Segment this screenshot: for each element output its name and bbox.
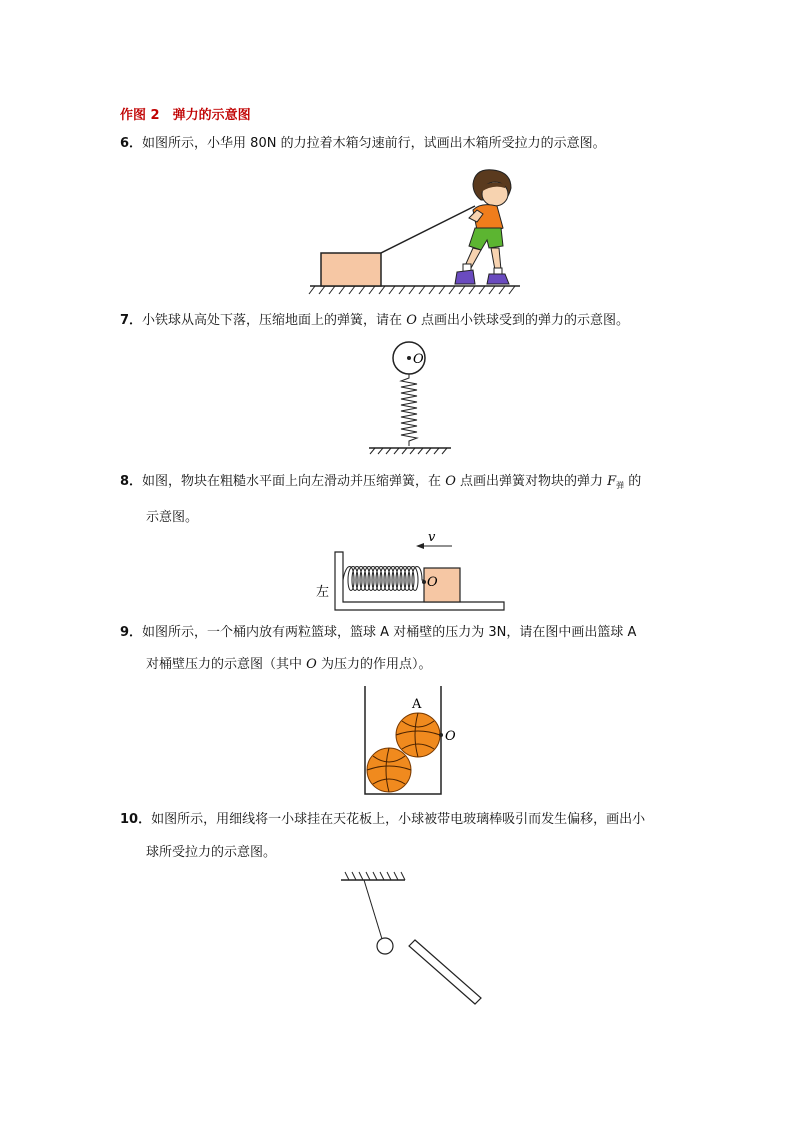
point-o-dot (439, 733, 443, 737)
question-text-mid: 点画出弹簧对物块的弹力 (455, 474, 608, 489)
figure-box-pulled-by-boy (305, 166, 530, 298)
force-subscript: 弹 (616, 481, 625, 490)
point-o-label: O (445, 729, 456, 744)
continuation-text-end: 为压力的作用点）。 (316, 657, 432, 672)
question-10-continuation: 球所受拉力的示意图。 (146, 845, 277, 860)
question-text: 如图，物块在粗糙水平面上向左滑动并压缩弹簧，在 (142, 474, 446, 489)
thread (364, 880, 382, 939)
question-8-continuation: 示意图。 (146, 510, 199, 525)
question-text: 如图所示，用细线将一小球挂在天花板上，小球被带电玻璃棒吸引而发生偏移，画出小 (151, 812, 646, 827)
question-text: 小铁球从高处下落，压缩地面上的弹簧，请在 (142, 313, 407, 328)
ball-a-label: A (412, 697, 422, 712)
question-text: 如图所示，小华用 80N 的力拉着木箱匀速前行，试画出木箱所受拉力的示意图。 (142, 136, 606, 151)
point-o-label: O (306, 657, 317, 672)
left-label: 左 (316, 585, 330, 600)
question-10 (120, 810, 645, 830)
question-9-continuation (146, 655, 431, 675)
continuation-text: 对桶壁压力的示意图（其中 (146, 657, 307, 672)
spring (343, 567, 424, 591)
wooden-box (321, 253, 381, 286)
question-8 (120, 472, 641, 496)
question-number: 9． (120, 625, 143, 640)
question-number: 6． (120, 136, 143, 151)
point-o-label: O (413, 352, 424, 367)
small-ball (377, 938, 393, 954)
point-o-dot (422, 580, 426, 584)
figure-basketballs-in-bucket (355, 684, 465, 798)
question-text: 如图所示，一个桶内放有两粒篮球，篮球 A 对桶壁的压力为 3N，请在图中画出篮球 A (142, 625, 637, 640)
question-7 (120, 311, 629, 331)
point-o-label: O (427, 575, 438, 590)
question-number: 10． (120, 812, 152, 827)
question-number: 8． (120, 474, 143, 489)
question-number: 7． (120, 313, 143, 328)
point-o-label: O (445, 474, 456, 489)
question-9 (120, 623, 636, 643)
figure-block-spring-wall (310, 530, 510, 615)
point-o-label: O (406, 313, 417, 328)
figure-ball-on-spring (365, 338, 465, 458)
question-6 (120, 134, 606, 154)
basketball-a (396, 713, 440, 757)
question-text-cont: 点画出小铁球受到的弹力的示意图。 (416, 313, 629, 328)
force-symbol: F (607, 474, 617, 489)
question-text-end: 的 (624, 474, 642, 489)
rope (381, 206, 475, 253)
glass-rod (409, 940, 481, 1004)
basketball-lower (367, 748, 411, 792)
boy-figure (455, 170, 511, 284)
velocity-label: v (428, 530, 436, 545)
point-o-dot (407, 356, 411, 360)
spring (401, 374, 417, 446)
section-title: 作图 2 弹力的示意图 (120, 108, 251, 123)
figure-pendulum-glass-rod (335, 866, 495, 1011)
